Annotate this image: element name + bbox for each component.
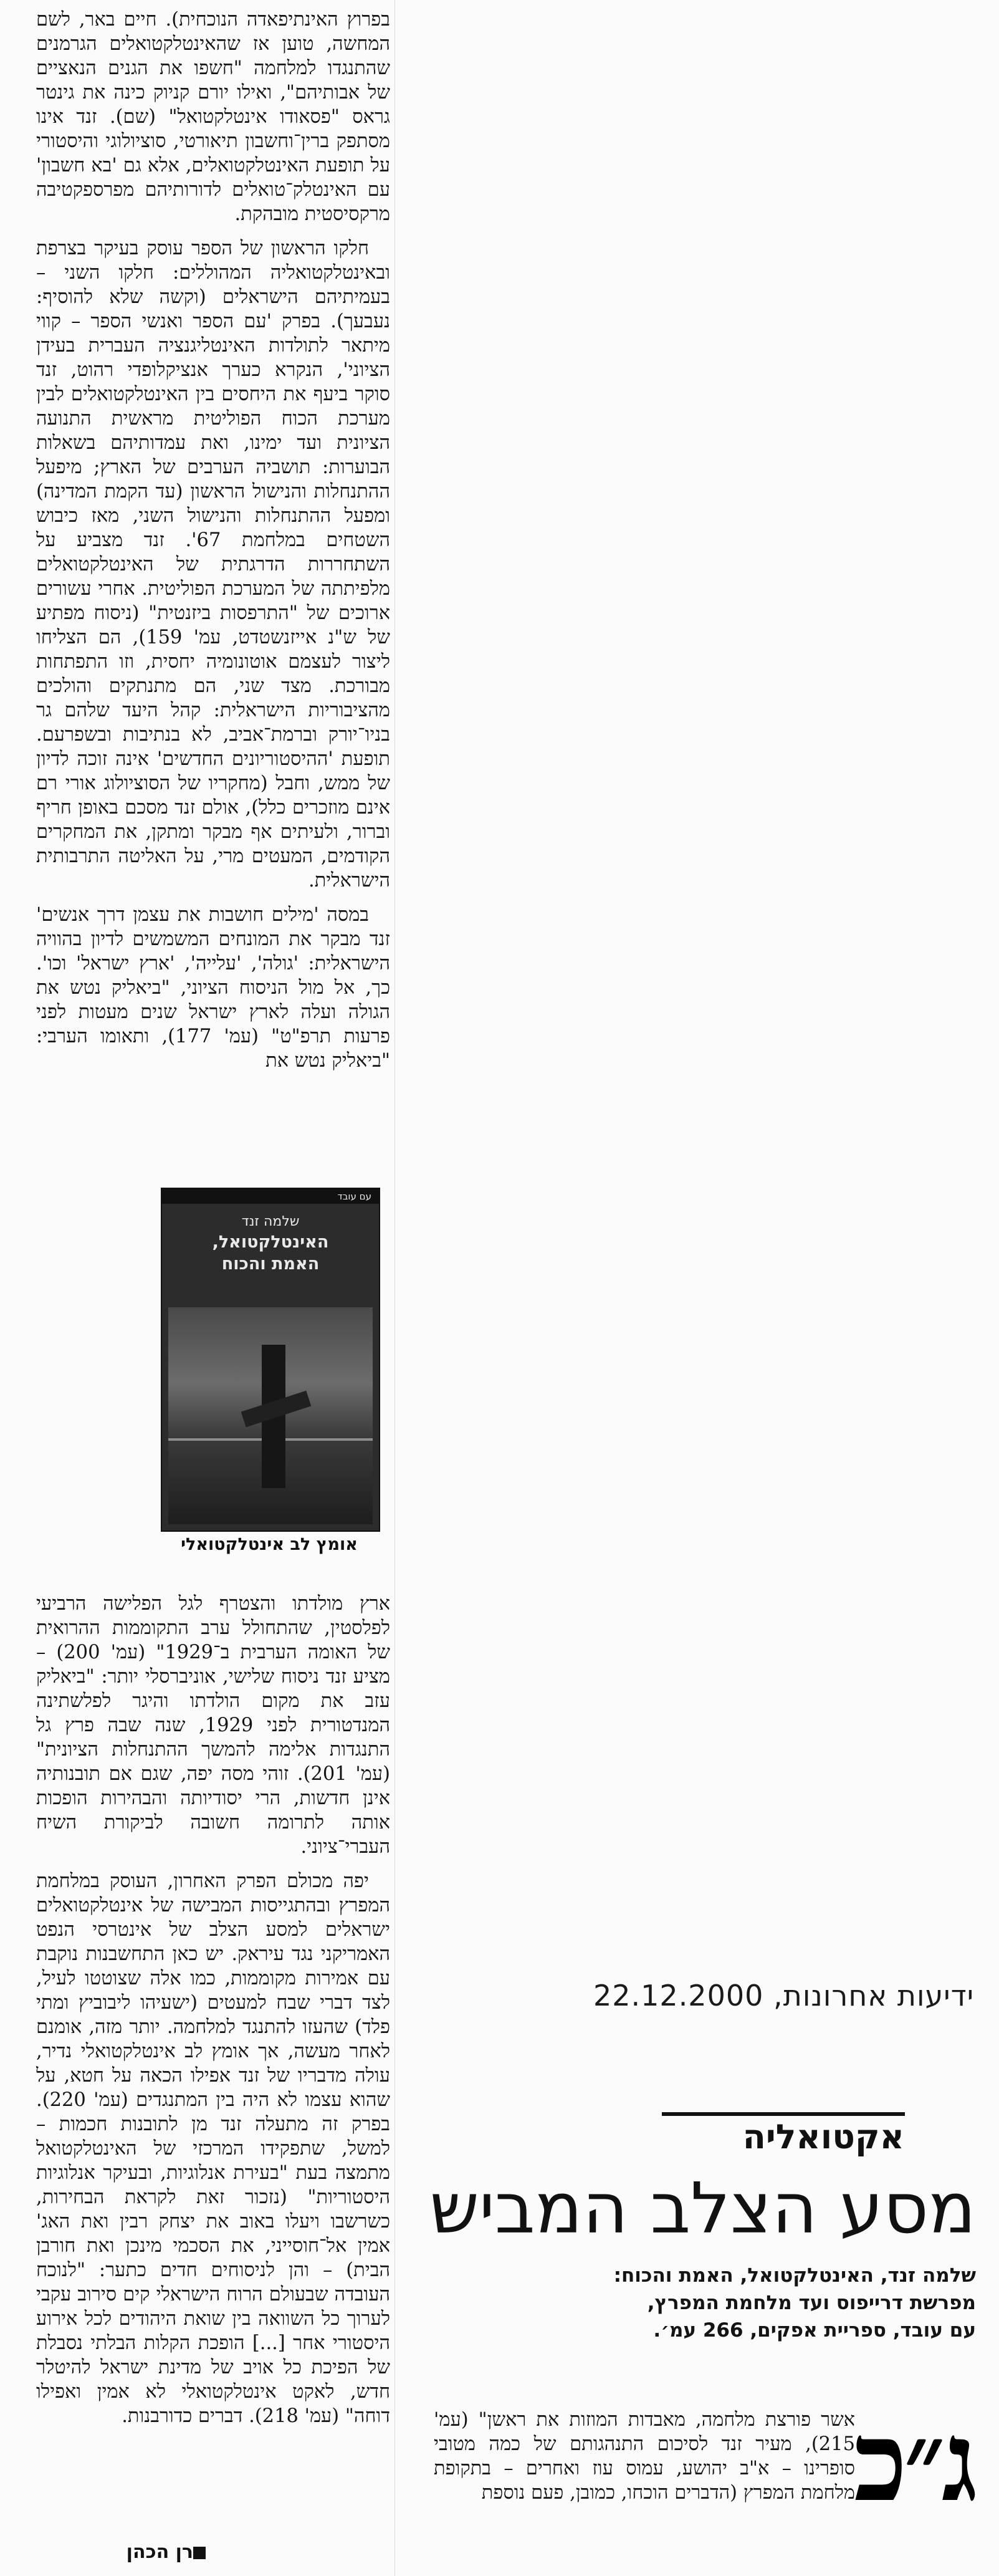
paragraph: ארץ מולדתו והצטרף לגל הפלישה הרביעי לפלסטין, שהתחולל ערב התקוממות ההרואית של האומה הערבית ב־1929" (עמ' 200) – מציע זנד ניסוח שלישי, אוניברסלי יותר: "ביאליק עזב את מקום הולדתו והיגר לפלשתינה המנדטורית לפני 1929, שנה שבה פרץ גל התנגדות אלימה להמשך ההתנחלות הציונית" (עמ' 201). זוהי מסה יפה, שגם אם תובנותיה אינן חדשות, הרי יסודיותה והבהירות הופכות אותה לתרומה חשובה לביקורת השיח העברי־ציוני. <box>36 1593 390 1858</box>
book-cover-author: שלמה זנד <box>241 1214 300 1229</box>
paragraph: יפה מכולם הפרק האחרון, העוסק במלחמת המפרץ ובהתגייסות המבישה של אינטלקטואלים ישראלים למסע הצלב של אינטרסי הנפט האמריקני נגד עיראק. יש כאן התחשבנות נוקבת עם אמירות מקוממות, כמו אלה שצוטטו לעיל, לצד דברי שבח למעטים (ישעיהו ליבוביץ ומתי פלד) שהעזו להתנגד למלחמה. יותר מזה, אומנם לאחר מעשה, אך אומץ לב אינטלקטואלי נדיר, עולה מדבריו של זנד אפילו הכאה על חטא, על שהוא עצמו לא היה בין המתנגדים (עמ' 220). בפרק זה מתעלה זנד מן לתובנות חכמות – למשל, שתפקידו המרכזי של האינטלקטואל מתמצה בעת "בעירת אנלוגיות, ובעיקר אנלוגיות היסטוריות" (נזכור זאת לקראת הבחירות, כשרשבו ויעלו באוב את יצחק רבין ואת האג' אמין אל־חוסייני, את הסכמי מינכן ואת חורבן הבית) – והן לניסוחים חדים כתער: "לנוכח העובדה שבעולם הרוח הישראלי קים סירוב עקבי לערוך כל השוואה בין שואת היהודים לכל אירוע היסטורי אחר [...] הופכת הקלות הבלתי נסבלת של הפיכת כל אויב של מדינת ישראל להיטלר חדש, לאקט אינטלקטואלי לא אמין ואפילו דוחה" (עמ' 218). דברים כדורבנות. <box>36 1870 390 2427</box>
section-rubric: אקטואליה <box>742 2117 904 2156</box>
headline: מסע הצלב המביש <box>429 2168 976 2249</box>
book-cover-photo <box>168 1307 373 1524</box>
signature-square-icon <box>193 2547 206 2559</box>
book-cover-image <box>161 1188 380 1532</box>
drop-cap: ג״כ <box>854 2397 974 2526</box>
column-divider <box>394 0 395 2576</box>
author-name: רן הכהן <box>126 2541 193 2563</box>
paragraph: במסה 'מילים חושבות את עצמן דרך אנשים' זנד מבקר את המונחים המשמשים לדיון בהוויה הישראלית: 'גולה', 'עלייה', 'ארץ ישראל' וכו'. כך, אל מול הניסוח הציוני, "ביאליק נטש את הגולה ועלה לארץ ישראל שנים מעטות לפני פרעות תרפ"ט" (עמ' 177), ותאומו הערבי: "ביאליק נטש את <box>36 904 390 1072</box>
book-details <box>449 2262 976 2344</box>
book-cover-title-line: האינטלקטואל, <box>212 1233 329 1252</box>
author-signature <box>25 2541 212 2563</box>
paragraph: אשר פורצת מלחמה, מאבדות המוזות את ראשן" (עמ' 215), מעיר זנד לסיכום התנהגותם של כמה מטובי סופרינו – א"ב יהושע, עמוס עוז ואחרים – בתקופת מלחמת המפרץ (הדברים הוכחו, כמובן, פעם נוספת <box>434 2409 855 2504</box>
book-details-line: עם עובד, ספריית אפקים, 266 עמ׳. <box>653 2319 976 2342</box>
publisher-band: עם עובד <box>162 1189 379 1204</box>
source-line: ידיעות אחרונות, 22.12.2000 <box>593 1979 974 2012</box>
book-cover-title <box>171 1213 370 1275</box>
image-caption: אומץ לב אינטלקטואלי <box>181 1535 358 1554</box>
book-cover-title-line: האמת והכוח <box>221 1254 320 1274</box>
rubric-rule <box>662 2112 905 2116</box>
paragraph: חלקו הראשון של הספר עוסק בעיקר בצרפת ובאינטלקטואליה המהוללים: חלקו השני – בעמיתיהם הישראלים (וקשה שלא להוסיף: נעבעך). בפרק 'עם הספר ואנשי הספר – קווי מיתאר לתולדות האינטליגנציה העברית בעידן הציוני', הנקרא כערך אנציקלופדי רהוט, זנד סוקר ביעף את היחסים בין האינטלקטואלים לבין מערכת הכוח הפוליטית מראשית התנועה הציונית ועד ימינו, ואת עמדותיהם בשאלות הבוערות: תושביה הערבים של הארץ; מיפעל ההתנחלות והנישול הראשון (עד הקמת המדינה) ומפעל ההתנחלות והנישול השני, מאז כיבוש השטחים במלחמת 67'. זנד מצביע על השתחררות הדרגתית של האינטלקטואלים מלפיתתה של המערכת הפוליטית. אחרי עשורים ארוכים של "התרפסות ביזנטית" (ניסוח מפתיע של ש"נ אייזנשטדט, עמ' 159), הם הצליחו ליצור לעצמם אוטונומיה יחסית, וזו התפתחות מבורכת. מצד שני, הם מתנתקים והולכים מהציבוריות הישראלית: קהל היעד שלהם גר בניו־יורק וברמת־אביב, לא בנתיבות ובשפרעם. תופעת 'ההיסטוריונים החדשים' אינה זוכה לדיון של ממש, וחבל (מחקריו של הסוציולוג אורי רם אינם מוזכרים כלל), אולם זנד מסכם באופן חריף וברור, ולעיתים אף מבקר ומתקן, את המחקרים הקודמים, המעטים מרי, על האליטה התרבותית הישראלית. <box>36 238 390 892</box>
article-opening-column <box>434 2408 855 2570</box>
book-details-line: שלמה זנד, האינטלקטואל, האמת והכוח: <box>613 2264 976 2287</box>
book-details-line: מפרשת דרייפוס ועד מלחמת המפרץ, <box>647 2292 976 2314</box>
article-column-top <box>36 7 390 1112</box>
article-column-bottom <box>36 1592 390 2505</box>
paragraph: בפרוץ האינתיפאדה הנוכחית). חיים באר, לשם המחשה, טוען אז שהאינטלקטואלים הגרמנים שהתנגדו למלחמה "חשפו את הגנים הנאציים של אבותיהם", ואילו יורם קניוק כינה את גינטר גראס "פסאודו אינטלקטואל" (שם). זנד אינו מסתפק ברין־וחשבון תיאורטי, סוציולוגי והיסטורי על תופעת האינטלקטואלים, אלא גם 'בא חשבון' עם האינטלק־טואלים לדורותיהם מפרספקטיבה מרקסיסטית מובהקת. <box>36 9 390 225</box>
